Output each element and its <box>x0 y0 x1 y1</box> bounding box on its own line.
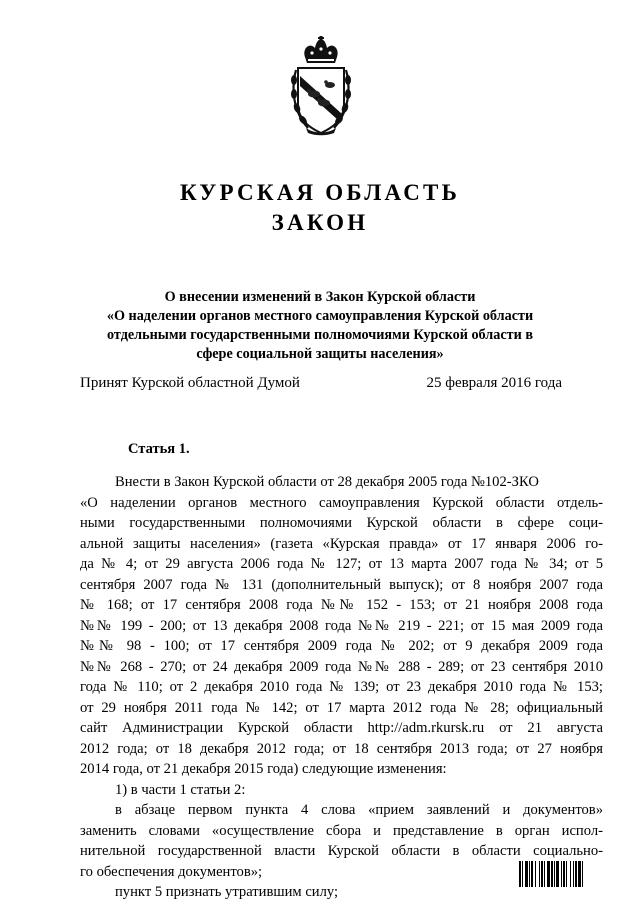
body-line: Внести в Закон Курской области от 28 декабря 2005 года №102-ЗКО <box>115 474 539 490</box>
body-line: №№ 268 - 270; от 24 декабря 2009 года №№ 288 - 289; от 23 сентября 2010 <box>80 658 603 675</box>
body-line: да № 4; от 29 августа 2006 года № 127; от 13 марта 2007 года № 34; от 5 <box>80 556 603 572</box>
coat-of-arms-icon <box>290 36 352 136</box>
body-line: № 168; от 17 сентября 2008 года №№ 152 - 153; от 21 ноября 2008 года <box>80 597 603 613</box>
body-line: альной защиты населения» (газета «Курская правда» от 17 января 2006 го- <box>80 535 603 552</box>
article-body <box>80 472 603 903</box>
body-line: пункт 5 признать утратившим силу; <box>115 884 339 900</box>
adopted-by: Принят Курской областной Думой <box>80 375 300 391</box>
body-line: сентября 2007 года № 131 (дополнительный выпуск); от 8 ноября 2007 года <box>80 576 603 593</box>
heading-line: сфере социальной защиты населения» <box>196 346 444 362</box>
adopted-date: 25 февраля 2016 года <box>426 375 562 391</box>
heading-line: отдельными государственными полномочиями Курской области в <box>107 327 533 343</box>
body-line: от 29 ноября 2011 года № 142; от 17 марта 2012 года № 28; официальный <box>80 699 603 716</box>
region-title: КУРСКАЯ ОБЛАСТЬ <box>180 180 460 205</box>
law-heading <box>60 288 580 364</box>
body-line: заменить словами «осуществление сбора и представление в орган испол- <box>80 822 603 839</box>
body-line: «О наделении органов местного самоуправления Курской области отдель- <box>80 494 603 511</box>
body-line: го обеспечения документов»; <box>80 863 263 880</box>
heading-line: О внесении изменений в Закон Курской области <box>164 289 476 305</box>
body-line: ными государственными полномочиями Курской области в сфере соци- <box>80 515 603 531</box>
law-title: ЗАКОН <box>271 210 369 235</box>
body-line: №№ 98 - 100; от 17 сентября 2009 года № 202; от 9 декабря 2009 года <box>80 638 603 654</box>
body-line: 2014 года, от 21 декабря 2015 года) следующие изменения: <box>80 761 447 777</box>
body-line: 2012 года; от 18 декабря 2012 года; от 18 сентября 2013 года; от 27 ноября <box>80 740 603 757</box>
body-line: года № 110; от 2 декабря 2010 года № 139; от 23 декабря 2010 года № 153; <box>80 679 603 695</box>
barcode-icon <box>519 861 611 887</box>
body-line: нительной государственной власти Курской области в области социально- <box>80 843 603 859</box>
body-line: в абзаце первом пункта 4 слова «прием заявлений и документов» <box>115 802 603 818</box>
body-line: №№ 199 - 200; от 13 декабря 2008 года №№ 219 - 221; от 15 мая 2009 года <box>80 617 603 634</box>
body-line: сайт Администрации Курской области http://adm.rkursk.ru от 21 августа <box>80 720 603 736</box>
body-line: 1) в части 1 статьи 2: <box>115 781 246 798</box>
article-title: Статья 1. <box>128 441 190 457</box>
heading-line: «О наделении органов местного самоуправления Курской области <box>106 308 534 324</box>
